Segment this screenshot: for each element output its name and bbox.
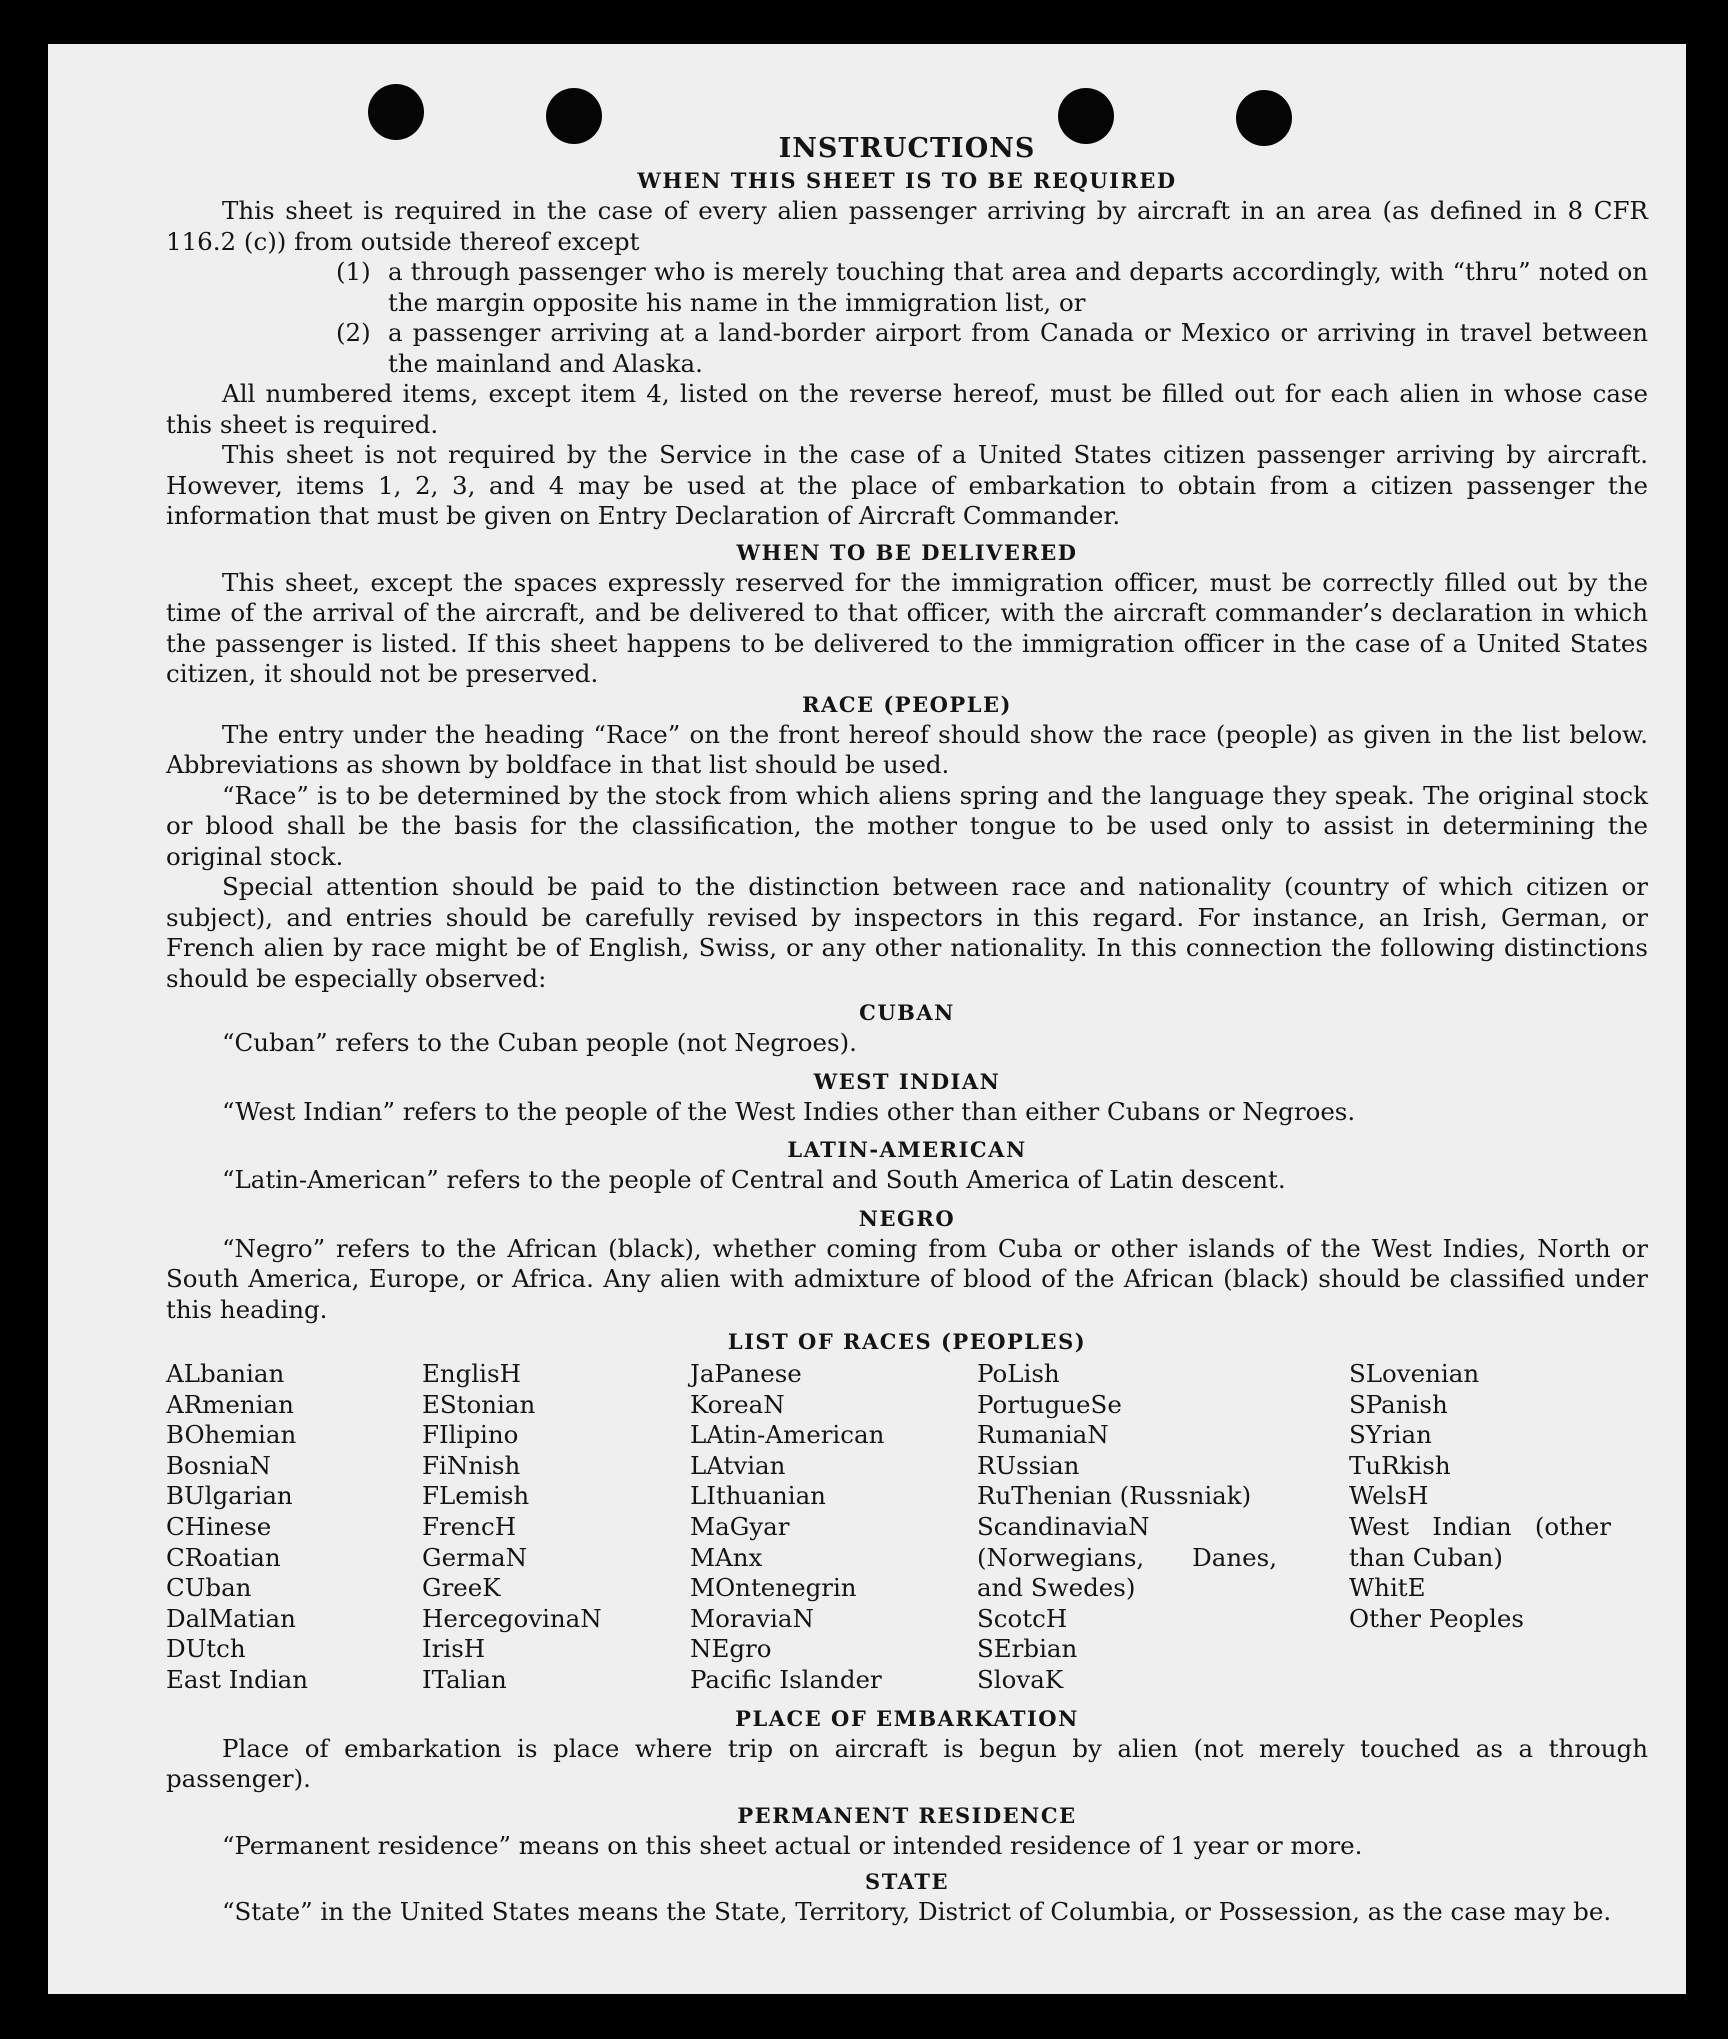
race-item: WhitE	[1349, 1573, 1426, 1603]
paragraph: “Permanent residence” means on this sheet actual or intended residence of 1 year or more.	[222, 1830, 1363, 1860]
race-item: SLovenian	[1349, 1359, 1480, 1388]
race-item: TuRkish	[1349, 1450, 1451, 1480]
heading-latin-american: LATIN-AMERICAN	[787, 1137, 1027, 1162]
race-item: FiNnish	[422, 1450, 521, 1480]
paragraph: The entry under the heading “Race” on the front hereof should show the race (people) as given in the list below. Abbreviations as shown by boldface in that list should be used.	[166, 719, 1648, 779]
race-item: ITalian	[422, 1664, 507, 1694]
race-item: DalMatian	[166, 1603, 296, 1633]
race-item: CRoatian	[166, 1542, 281, 1572]
race-item: HercegovinaN	[422, 1603, 602, 1633]
race-item: BUlgarian	[166, 1481, 293, 1511]
race-item: EStonian	[422, 1389, 536, 1419]
paragraph: This sheet, except the spaces expressly reserved for the immigration officer, must be correctly filled out by the time of the arrival of the aircraft, and be delivered to that officer, with the aircraft commander’s declaration in which the passenger is listed. If this sheet happens to be delivered to the immigration officer in the case of a United States citizen, it should not be preserved.	[166, 567, 1648, 688]
race-item: IrisH	[422, 1634, 486, 1664]
paragraph: “Latin-American” refers to the people of Central and South America of Latin descent.	[222, 1165, 1286, 1194]
race-column	[166, 1359, 422, 1696]
race-item: ScandinaviaN (Norwegians, Danes, and Swedes)	[977, 1511, 1277, 1603]
paragraph: This sheet is required in the case of every alien passenger arriving by aircraft in an area (as defined in 8 CFR 116.2 (c)) from outside thereof except	[166, 196, 1648, 256]
instructions-body	[166, 84, 1648, 1928]
race-item: LAtin-American	[690, 1420, 885, 1450]
heading-state: STATE	[865, 1869, 949, 1895]
paragraph: “State” in the United States means the State, Territory, District of Columbia, or Possession, as the case may be.	[222, 1897, 1612, 1927]
paragraph: Special attention should be paid to the distinction between race and nationality (country of which citizen or subject), and entries should be carefully revised by inspectors in this regard. For instance, an Irish, German, or French alien by race might be of English, Swiss, or any other nationality. In this connection the following distinctions should be especially observed:	[166, 872, 1648, 993]
heading-place-of-embarkation: PLACE OF EMBARKATION	[735, 1705, 1079, 1731]
paragraph: “Cuban” refers to the Cuban people (not Negroes).	[222, 1028, 857, 1057]
item-number: (1)	[336, 257, 371, 286]
numbered-item	[336, 318, 1648, 379]
race-item: RUssian	[977, 1450, 1080, 1480]
numbered-item	[336, 257, 1648, 318]
item-text: a through passenger who is merely touching that area and departs accordingly, with “thru” noted on the margin opposite his name in the immigration list, or	[388, 257, 1648, 317]
race-item: FLemish	[422, 1481, 530, 1511]
heading-race: RACE (PEOPLE)	[802, 691, 1012, 717]
race-item: ScotcH	[977, 1603, 1068, 1633]
race-item: East Indian	[166, 1664, 309, 1694]
race-item: JaPanese	[690, 1359, 802, 1388]
race-item: ALbanian	[166, 1359, 285, 1388]
race-column	[690, 1359, 977, 1696]
race-item: SlovaK	[977, 1664, 1064, 1694]
paragraph: “West Indian” refers to the people of the West Indies other than either Cubans or Negroes.	[222, 1096, 1356, 1126]
race-item: LIthuanian	[690, 1481, 826, 1511]
race-column	[422, 1359, 690, 1696]
race-item: RumaniaN	[977, 1420, 1109, 1450]
race-column	[977, 1359, 1349, 1696]
paragraph: This sheet is not required by the Service in the case of a United States citizen passenger arriving by aircraft. However, items 1, 2, 3, and 4 may be used at the place of embarkation to obtain from a citizen passenger the information that must be given on Entry Declaration of Aircraft Commander.	[166, 440, 1648, 530]
race-item: EnglisH	[422, 1359, 521, 1388]
heading-list-of-races: LIST OF RACES (PEOPLES)	[727, 1329, 1087, 1354]
race-item: BosniaN	[166, 1450, 271, 1480]
race-item: FIlipino	[422, 1420, 519, 1450]
heading-negro: NEGRO	[858, 1205, 956, 1231]
paragraph: All numbered items, except item 4, listed on the reverse hereof, must be filled out for each alien in whose case this sheet is required.	[166, 379, 1648, 439]
paragraph: Place of embarkation is place where trip on aircraft is begun by alien (not merely touched as a through passenger).	[166, 1733, 1648, 1794]
heading-permanent-residence: PERMANENT RESIDENCE	[737, 1802, 1077, 1828]
race-item: RuThenian (Russniak)	[977, 1481, 1252, 1511]
race-item: MoraviaN	[690, 1603, 814, 1633]
race-item: CHinese	[166, 1511, 272, 1541]
race-item: WelsH	[1349, 1481, 1429, 1511]
document-sheet	[48, 44, 1686, 1994]
race-item: DUtch	[166, 1634, 246, 1664]
race-item: LAtvian	[690, 1450, 786, 1480]
race-item: SYrian	[1349, 1420, 1432, 1450]
item-text: a passenger arriving at a land-border airport from Canada or Mexico or arriving in travel between the mainland and Alaska.	[388, 318, 1648, 378]
race-item: SPanish	[1349, 1389, 1448, 1419]
paragraph: “Race” is to be determined by the stock from which aliens spring and the language they speak. The original stock or blood shall be the basis for the classification, the mother tongue to be used only to assist in determining the original stock.	[166, 780, 1648, 871]
race-item: NEgro	[690, 1634, 772, 1664]
race-item: FrencH	[422, 1511, 517, 1541]
race-item: MOntenegrin	[690, 1573, 857, 1603]
paragraph: “Negro” refers to the African (black), whether coming from Cuba or other islands of the West Indies, North or South America, Europe, or Africa. Any alien with admixture of blood of the African (black) should be classified under this heading.	[166, 1233, 1648, 1324]
race-item: MAnx	[690, 1542, 763, 1572]
race-list	[166, 1359, 1648, 1696]
race-item: MaGyar	[690, 1511, 790, 1541]
race-item: PoLish	[977, 1359, 1060, 1388]
item-number: (2)	[336, 318, 371, 347]
race-item: PortugueSe	[977, 1389, 1122, 1419]
race-item: KoreaN	[690, 1389, 785, 1419]
race-item: SErbian	[977, 1634, 1078, 1664]
race-item: CUban	[166, 1573, 252, 1603]
race-column	[1349, 1359, 1621, 1696]
race-item: West Indian (other than Cuban)	[1349, 1511, 1611, 1572]
race-item: GreeK	[422, 1573, 501, 1603]
heading-when-required: WHEN THIS SHEET IS TO BE REQUIRED	[637, 168, 1177, 193]
heading-cuban: CUBAN	[859, 1000, 955, 1025]
race-item: GermaN	[422, 1542, 528, 1572]
race-item: ARmenian	[166, 1389, 294, 1419]
race-item: Pacific Islander	[690, 1664, 882, 1694]
race-item: BOhemian	[166, 1420, 297, 1450]
heading-west-indian: WEST INDIAN	[813, 1068, 1001, 1094]
page-title: INSTRUCTIONS	[778, 133, 1036, 164]
race-item: Other Peoples	[1349, 1603, 1524, 1633]
heading-when-delivered: WHEN TO BE DELIVERED	[736, 539, 1078, 565]
